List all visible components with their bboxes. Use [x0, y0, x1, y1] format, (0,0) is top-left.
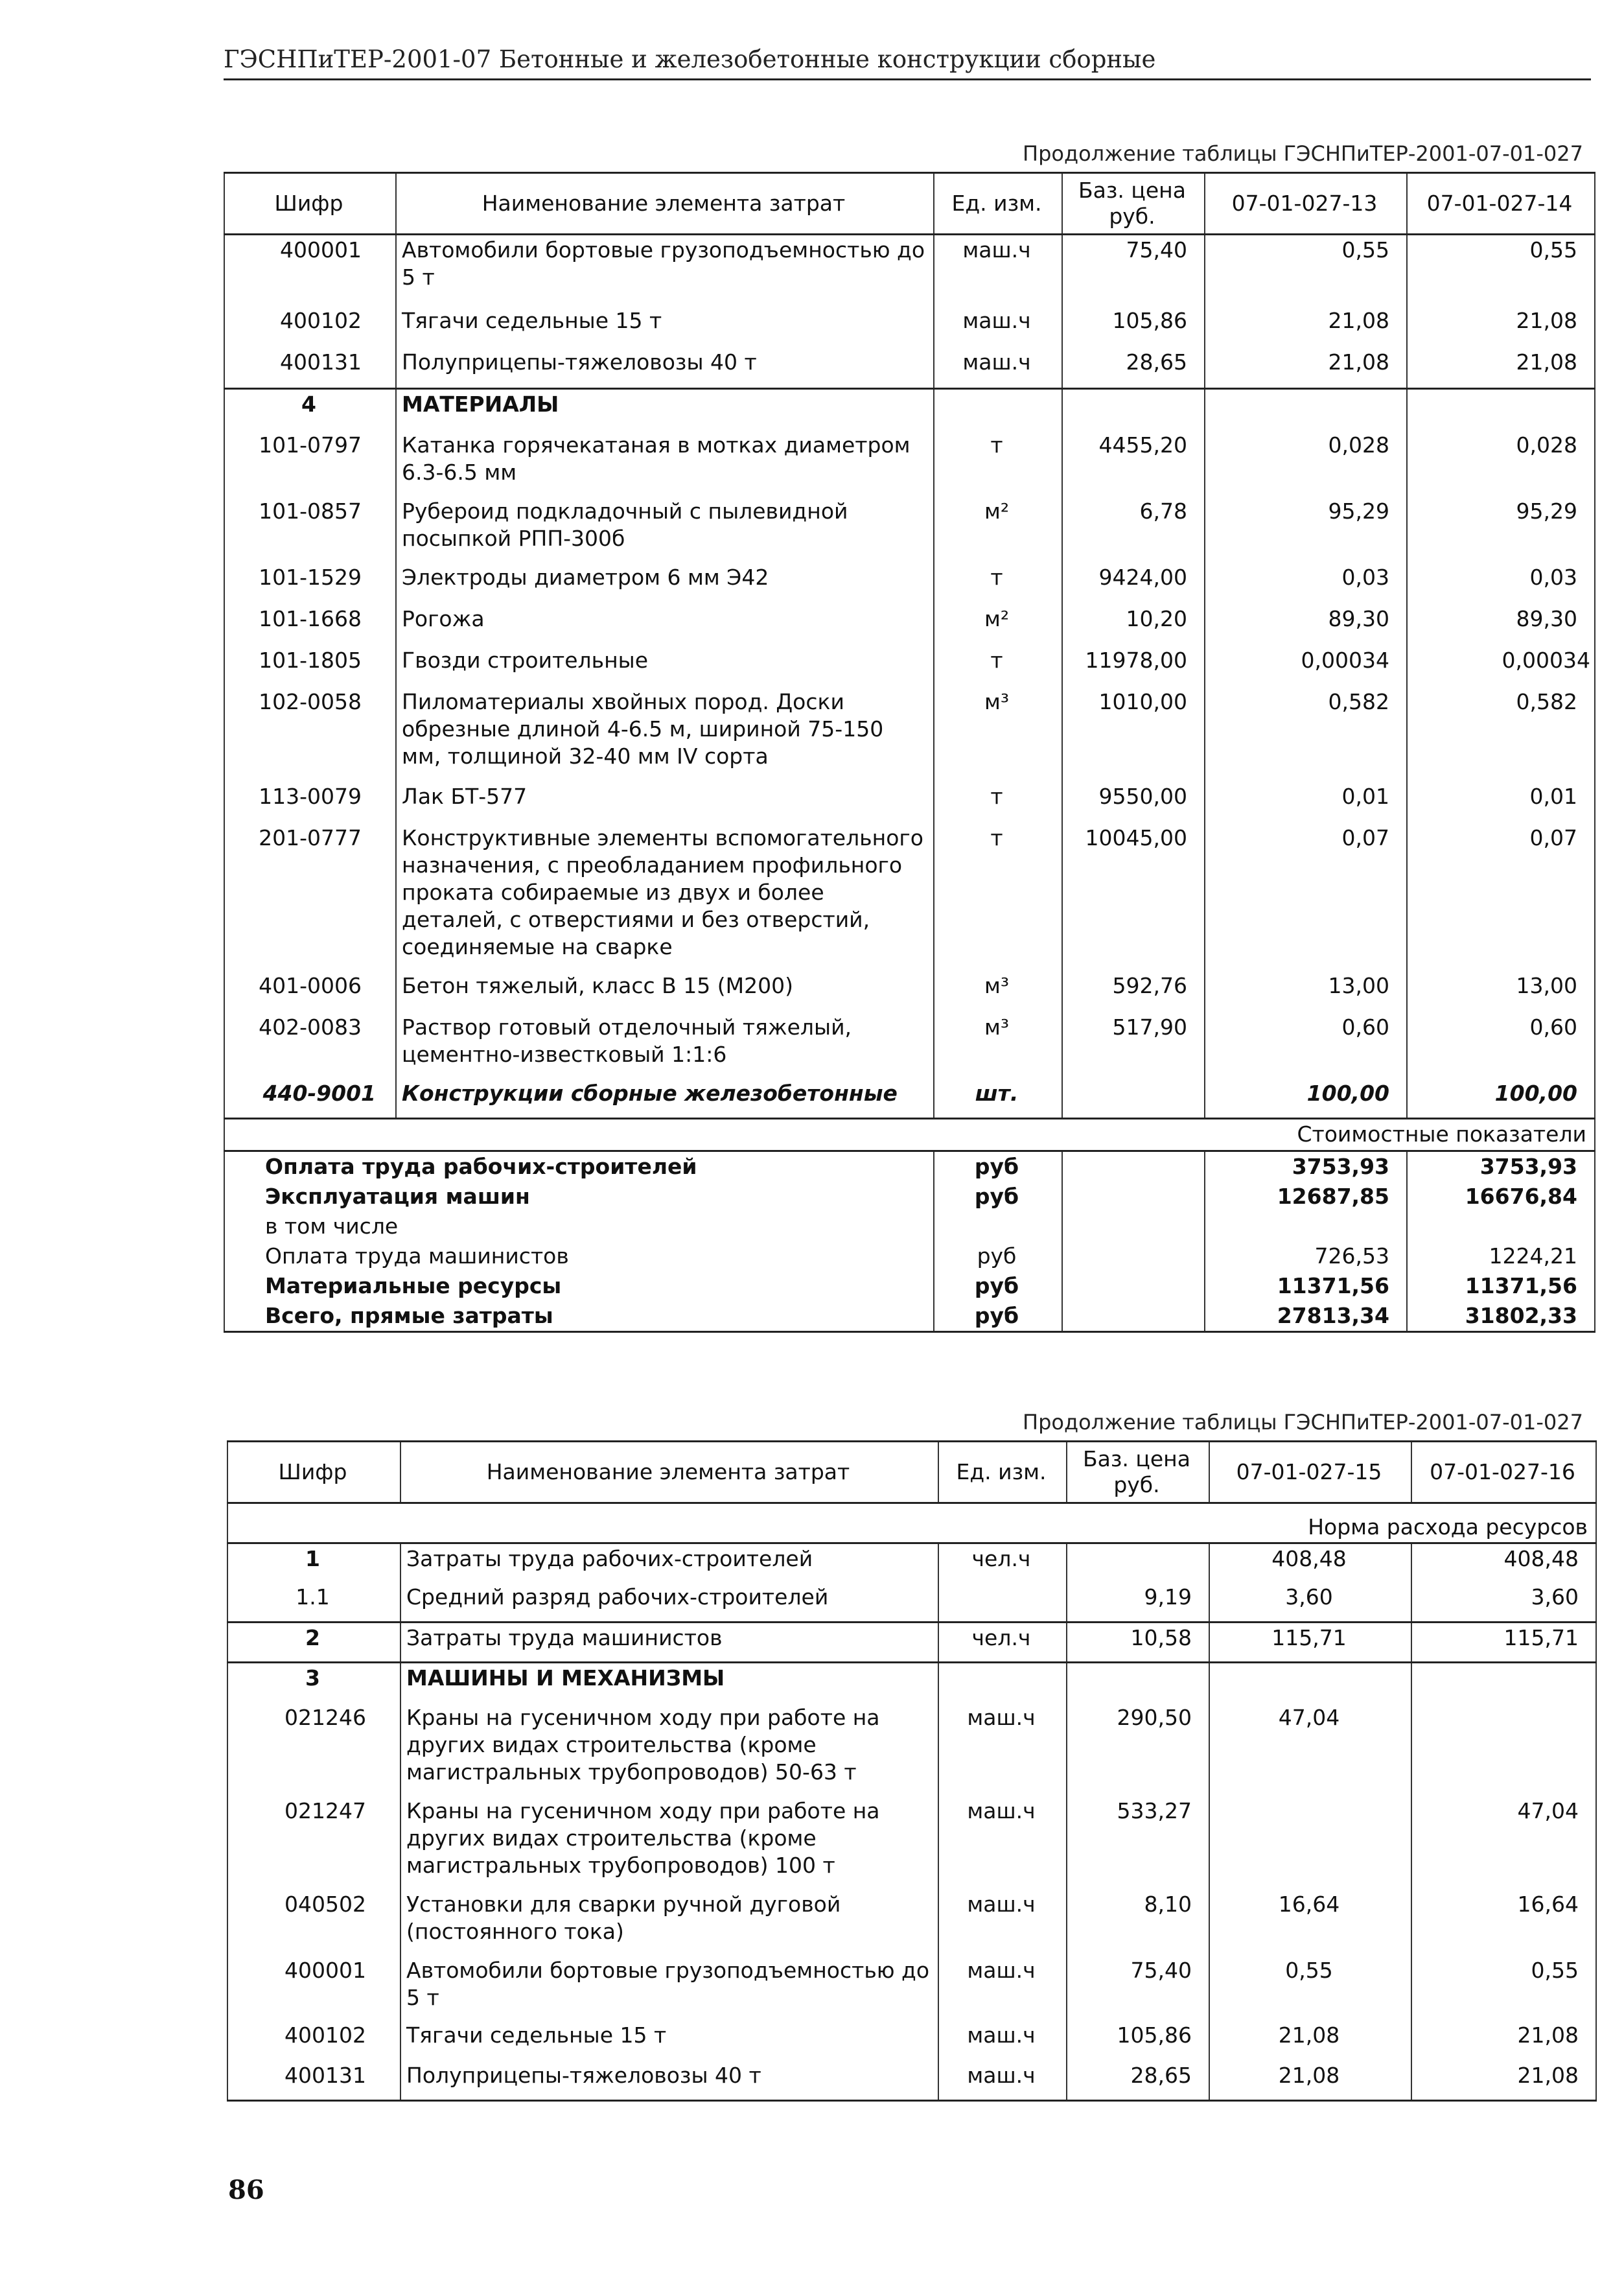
table-row [224, 497, 1595, 563]
row-unit: маш.ч [938, 1956, 1067, 2021]
table-row [224, 687, 1595, 782]
row-v2: 0,028 [1407, 430, 1595, 497]
row-unit: м³ [934, 687, 1062, 782]
row-code: 021247 [227, 1796, 400, 1890]
row-v1: 115,71 [1209, 1623, 1411, 1663]
row-code: 201-0777 [224, 823, 396, 971]
row-price: 28,65 [1067, 2061, 1209, 2101]
row-name: Бетон тяжелый, класс В 15 (М200) [396, 971, 934, 1013]
row-price [1062, 1079, 1205, 1119]
table-row [224, 306, 1595, 347]
row-code: 101-0797 [224, 430, 396, 497]
row-v2: 0,55 [1411, 1956, 1596, 2021]
row-unit: чел.ч [938, 1623, 1067, 1663]
row-v2: 100,00 [1407, 1079, 1595, 1119]
col-header-unit: Ед. изм. [938, 1442, 1067, 1503]
row-name: Автомобили бортовые грузоподъемностью до 5 т [396, 235, 934, 306]
row-price: 75,40 [1062, 235, 1205, 306]
summary-unit: руб [934, 1241, 1062, 1271]
row-v1: 16,64 [1209, 1890, 1411, 1956]
table-row [224, 1079, 1595, 1119]
row-price: 533,27 [1067, 1796, 1209, 1890]
row-name: Пиломатериалы хвойных пород. Доски обрезные длиной 4-6.5 м, шириной 75-150 мм, толщиной 32-40 мм IV сорта [396, 687, 934, 782]
row-code: 400102 [224, 306, 396, 347]
cost-indicators-row [224, 1119, 1595, 1151]
row-v2: 21,08 [1407, 306, 1595, 347]
summary-label: Оплата труда рабочих-строителей [224, 1151, 934, 1182]
table-row [227, 1890, 1596, 1956]
row-unit: м² [934, 497, 1062, 563]
row-v1: 0,028 [1205, 430, 1407, 497]
row-v1: 0,00034 [1205, 646, 1407, 687]
col-header-v2: 07-01-027-14 [1407, 173, 1595, 235]
table-row [227, 1796, 1596, 1890]
summary-v1: 726,53 [1205, 1241, 1407, 1271]
row-unit: маш.ч [938, 1890, 1067, 1956]
summary-label: Эксплуатация машин [224, 1182, 934, 1212]
row-v1: 21,08 [1209, 2021, 1411, 2061]
row-code: 400131 [227, 2061, 400, 2101]
row-unit: шт. [934, 1079, 1062, 1119]
row-v1: 408,48 [1209, 1543, 1411, 1582]
row-code: 400001 [224, 235, 396, 306]
row-name: Гвозди строительные [396, 646, 934, 687]
row-name: Конструкции сборные железобетонные [396, 1079, 934, 1119]
section-number: 1 [227, 1543, 400, 1582]
row-price: 11978,00 [1062, 646, 1205, 687]
row-code: 101-1668 [224, 604, 396, 646]
row-name: Рубероид подкладочный с пылевидной посыпкой РПП-300б [396, 497, 934, 563]
col-header-v2: 07-01-027-16 [1411, 1442, 1596, 1503]
row-v2: 47,04 [1411, 1796, 1596, 1890]
row-code: 040502 [227, 1890, 400, 1956]
row-v1: 0,55 [1205, 235, 1407, 306]
summary-unit: руб [934, 1151, 1062, 1182]
row-price: 9,19 [1067, 1582, 1209, 1623]
summary-row [224, 1271, 1595, 1301]
row-price: 290,50 [1067, 1703, 1209, 1796]
table1-caption: Продолжение таблицы ГЭСНПиТЕР-2001-07-01-027 [1023, 141, 1583, 166]
row-name: Краны на гусеничном ходу при работе на других видах строительства (кроме магистральных трубопроводов) 50-63 т [400, 1703, 938, 1796]
row-price: 105,86 [1062, 306, 1205, 347]
col-header-v1: 07-01-027-13 [1205, 173, 1407, 235]
col-header-code: Шифр [224, 173, 396, 235]
summary-label: в том числе [224, 1212, 934, 1241]
row-v2: 95,29 [1407, 497, 1595, 563]
summary-row [224, 1301, 1595, 1332]
row-v2 [1411, 1703, 1596, 1796]
table1-header-row [224, 173, 1595, 235]
row-name: Раствор готовый отделочный тяжелый, цементно-известковый 1:1:6 [396, 1013, 934, 1079]
row-price: 592,76 [1062, 971, 1205, 1013]
section-row [224, 389, 1595, 430]
row-v2: 13,00 [1407, 971, 1595, 1013]
table-row [224, 430, 1595, 497]
row-name: Тягачи седельные 15 т [400, 2021, 938, 2061]
table-row [227, 2061, 1596, 2101]
row-unit: м³ [934, 971, 1062, 1013]
row-name: Рогожа [396, 604, 934, 646]
row-name: Затраты труда машинистов [400, 1623, 938, 1663]
row-unit: т [934, 563, 1062, 604]
row-v1: 0,582 [1205, 687, 1407, 782]
row-v1: 21,08 [1205, 306, 1407, 347]
row-v2: 0,01 [1407, 782, 1595, 823]
table-row [227, 1703, 1596, 1796]
summary-v2: 31802,33 [1407, 1301, 1595, 1332]
row-unit: м³ [934, 1013, 1062, 1079]
summary-unit: руб [934, 1301, 1062, 1332]
row-v2: 16,64 [1411, 1890, 1596, 1956]
row-v1: 47,04 [1209, 1703, 1411, 1796]
table-row [224, 347, 1595, 389]
table-row [224, 971, 1595, 1013]
row-price: 9424,00 [1062, 563, 1205, 604]
row-v1: 21,08 [1205, 347, 1407, 389]
norm-label-row [227, 1503, 1596, 1543]
summary-unit: руб [934, 1182, 1062, 1212]
row-v1 [1209, 1796, 1411, 1890]
row-v2: 0,07 [1407, 823, 1595, 971]
row-name: Полуприцепы-тяжеловозы 40 т [396, 347, 934, 389]
summary-v2: 3753,93 [1407, 1151, 1595, 1182]
summary-row [224, 1182, 1595, 1212]
summary-v1: 27813,34 [1205, 1301, 1407, 1332]
row-code: 400102 [227, 2021, 400, 2061]
cost-indicators-label: Стоимостные показатели [224, 1119, 1595, 1151]
col-header-v1: 07-01-027-15 [1209, 1442, 1411, 1503]
row-code: 401-0006 [224, 971, 396, 1013]
row-price: 10,58 [1067, 1623, 1209, 1663]
table-row [227, 2021, 1596, 2061]
row-unit: маш.ч [934, 347, 1062, 389]
row-v1: 95,29 [1205, 497, 1407, 563]
row-price: 517,90 [1062, 1013, 1205, 1079]
table2-caption: Продолжение таблицы ГЭСНПиТЕР-2001-07-01-027 [1023, 1410, 1583, 1435]
row-code: 402-0083 [224, 1013, 396, 1079]
row-unit: т [934, 646, 1062, 687]
row-code: 102-0058 [224, 687, 396, 782]
row-v2: 0,582 [1407, 687, 1595, 782]
row-v2: 0,55 [1407, 235, 1595, 306]
col-header-name: Наименование элемента затрат [396, 173, 934, 235]
section-number: 2 [227, 1623, 400, 1663]
row-code: 101-1805 [224, 646, 396, 687]
row-name: Электроды диаметром 6 мм Э42 [396, 563, 934, 604]
section-row [227, 1623, 1596, 1663]
table2-header-row [227, 1442, 1596, 1503]
row-unit: маш.ч [938, 2021, 1067, 2061]
row-price: 105,86 [1067, 2021, 1209, 2061]
row-price: 10045,00 [1062, 823, 1205, 971]
row-name: Средний разряд рабочих-строителей [400, 1582, 938, 1623]
col-header-price: Баз. цена руб. [1067, 1442, 1209, 1503]
summary-row [224, 1212, 1595, 1241]
row-price: 6,78 [1062, 497, 1205, 563]
row-code: 400131 [224, 347, 396, 389]
page-header: ГЭСНПиТЕР-2001-07 Бетонные и железобетонные конструкции сборные [224, 45, 1591, 80]
row-v1: 0,07 [1205, 823, 1407, 971]
col-header-price: Баз. цена руб. [1062, 173, 1205, 235]
row-unit: т [934, 430, 1062, 497]
table-row [224, 823, 1595, 971]
row-v1: 0,55 [1209, 1956, 1411, 2021]
summary-row [224, 1151, 1595, 1182]
summary-v2: 16676,84 [1407, 1182, 1595, 1212]
row-v1: 0,03 [1205, 563, 1407, 604]
col-header-code: Шифр [227, 1442, 400, 1503]
row-v2: 0,60 [1407, 1013, 1595, 1079]
section-title: МАТЕРИАЛЫ [396, 389, 934, 430]
row-name: Тягачи седельные 15 т [396, 306, 934, 347]
row-v1: 21,08 [1209, 2061, 1411, 2101]
summary-label: Материальные ресурсы [224, 1271, 934, 1301]
table-row [224, 604, 1595, 646]
row-unit: т [934, 823, 1062, 971]
table-row [224, 646, 1595, 687]
row-v1: 0,60 [1205, 1013, 1407, 1079]
row-name: Краны на гусеничном ходу при работе на других видах строительства (кроме магистральных трубопроводов) 100 т [400, 1796, 938, 1890]
row-name: Установки для сварки ручной дуговой (постоянного тока) [400, 1890, 938, 1956]
row-name: Затраты труда рабочих-строителей [400, 1543, 938, 1582]
summary-label: Всего, прямые затраты [224, 1301, 934, 1332]
row-v1: 100,00 [1205, 1079, 1407, 1119]
col-header-unit: Ед. изм. [934, 173, 1062, 235]
table-row [224, 1013, 1595, 1079]
row-name: Катанка горячекатаная в мотках диаметром 6.3-6.5 мм [396, 430, 934, 497]
summary-row [224, 1241, 1595, 1271]
row-v2: 408,48 [1411, 1543, 1596, 1582]
row-unit: м² [934, 604, 1062, 646]
summary-v1: 11371,56 [1205, 1271, 1407, 1301]
section-row [227, 1543, 1596, 1582]
table2 [227, 1440, 1597, 2102]
row-price: 9550,00 [1062, 782, 1205, 823]
summary-v2: 11371,56 [1407, 1271, 1595, 1301]
table-row [224, 782, 1595, 823]
section-number: 3 [227, 1663, 400, 1703]
row-name: Автомобили бортовые грузоподъемностью до 5 т [400, 1956, 938, 2021]
table-row [224, 235, 1595, 306]
row-unit: маш.ч [938, 1703, 1067, 1796]
summary-v2: 1224,21 [1407, 1241, 1595, 1271]
row-v2: 89,30 [1407, 604, 1595, 646]
row-v1: 89,30 [1205, 604, 1407, 646]
row-v2: 21,08 [1411, 2021, 1596, 2061]
row-code: 1.1 [227, 1582, 400, 1623]
row-name: Конструктивные элементы вспомогательного назначения, с преобладанием профильного проката собираемые из двух и более деталей, с отверстиями и без отверстий, соединяемые на сварке [396, 823, 934, 971]
section-row [227, 1663, 1596, 1703]
summary-v1: 12687,85 [1205, 1182, 1407, 1212]
row-unit: т [934, 782, 1062, 823]
row-v1: 13,00 [1205, 971, 1407, 1013]
row-code: 101-0857 [224, 497, 396, 563]
row-code: 440-9001 [224, 1079, 396, 1119]
row-code: 101-1529 [224, 563, 396, 604]
row-v1: 3,60 [1209, 1582, 1411, 1623]
row-v2: 115,71 [1411, 1623, 1596, 1663]
row-name: Полуприцепы-тяжеловозы 40 т [400, 2061, 938, 2101]
row-v2: 0,00034 [1407, 646, 1595, 687]
table-row [224, 563, 1595, 604]
row-unit: маш.ч [938, 2061, 1067, 2101]
row-price: 1010,00 [1062, 687, 1205, 782]
row-unit: маш.ч [934, 235, 1062, 306]
row-price [1067, 1543, 1209, 1582]
row-price: 4455,20 [1062, 430, 1205, 497]
row-v2: 21,08 [1407, 347, 1595, 389]
summary-unit: руб [934, 1271, 1062, 1301]
row-unit: маш.ч [938, 1796, 1067, 1890]
row-v2: 0,03 [1407, 563, 1595, 604]
col-header-name: Наименование элемента затрат [400, 1442, 938, 1503]
row-code: 021246 [227, 1703, 400, 1796]
table1 [224, 172, 1595, 1333]
row-v2: 3,60 [1411, 1582, 1596, 1623]
section-number: 4 [224, 389, 396, 430]
row-unit: маш.ч [934, 306, 1062, 347]
table-row [227, 1582, 1596, 1623]
row-price: 75,40 [1067, 1956, 1209, 2021]
row-code: 113-0079 [224, 782, 396, 823]
row-price: 10,20 [1062, 604, 1205, 646]
norm-label: Норма расхода ресурсов [227, 1503, 1596, 1543]
page-number: 86 [228, 2175, 264, 2205]
row-v2: 21,08 [1411, 2061, 1596, 2101]
row-unit [938, 1582, 1067, 1623]
row-name: Лак БТ-577 [396, 782, 934, 823]
row-v1: 0,01 [1205, 782, 1407, 823]
table-row [227, 1956, 1596, 2021]
row-code: 400001 [227, 1956, 400, 2021]
summary-v1: 3753,93 [1205, 1151, 1407, 1182]
section-title: МАШИНЫ И МЕХАНИЗМЫ [400, 1663, 938, 1703]
row-unit: чел.ч [938, 1543, 1067, 1582]
row-price: 8,10 [1067, 1890, 1209, 1956]
row-price: 28,65 [1062, 347, 1205, 389]
summary-label: Оплата труда машинистов [224, 1241, 934, 1271]
